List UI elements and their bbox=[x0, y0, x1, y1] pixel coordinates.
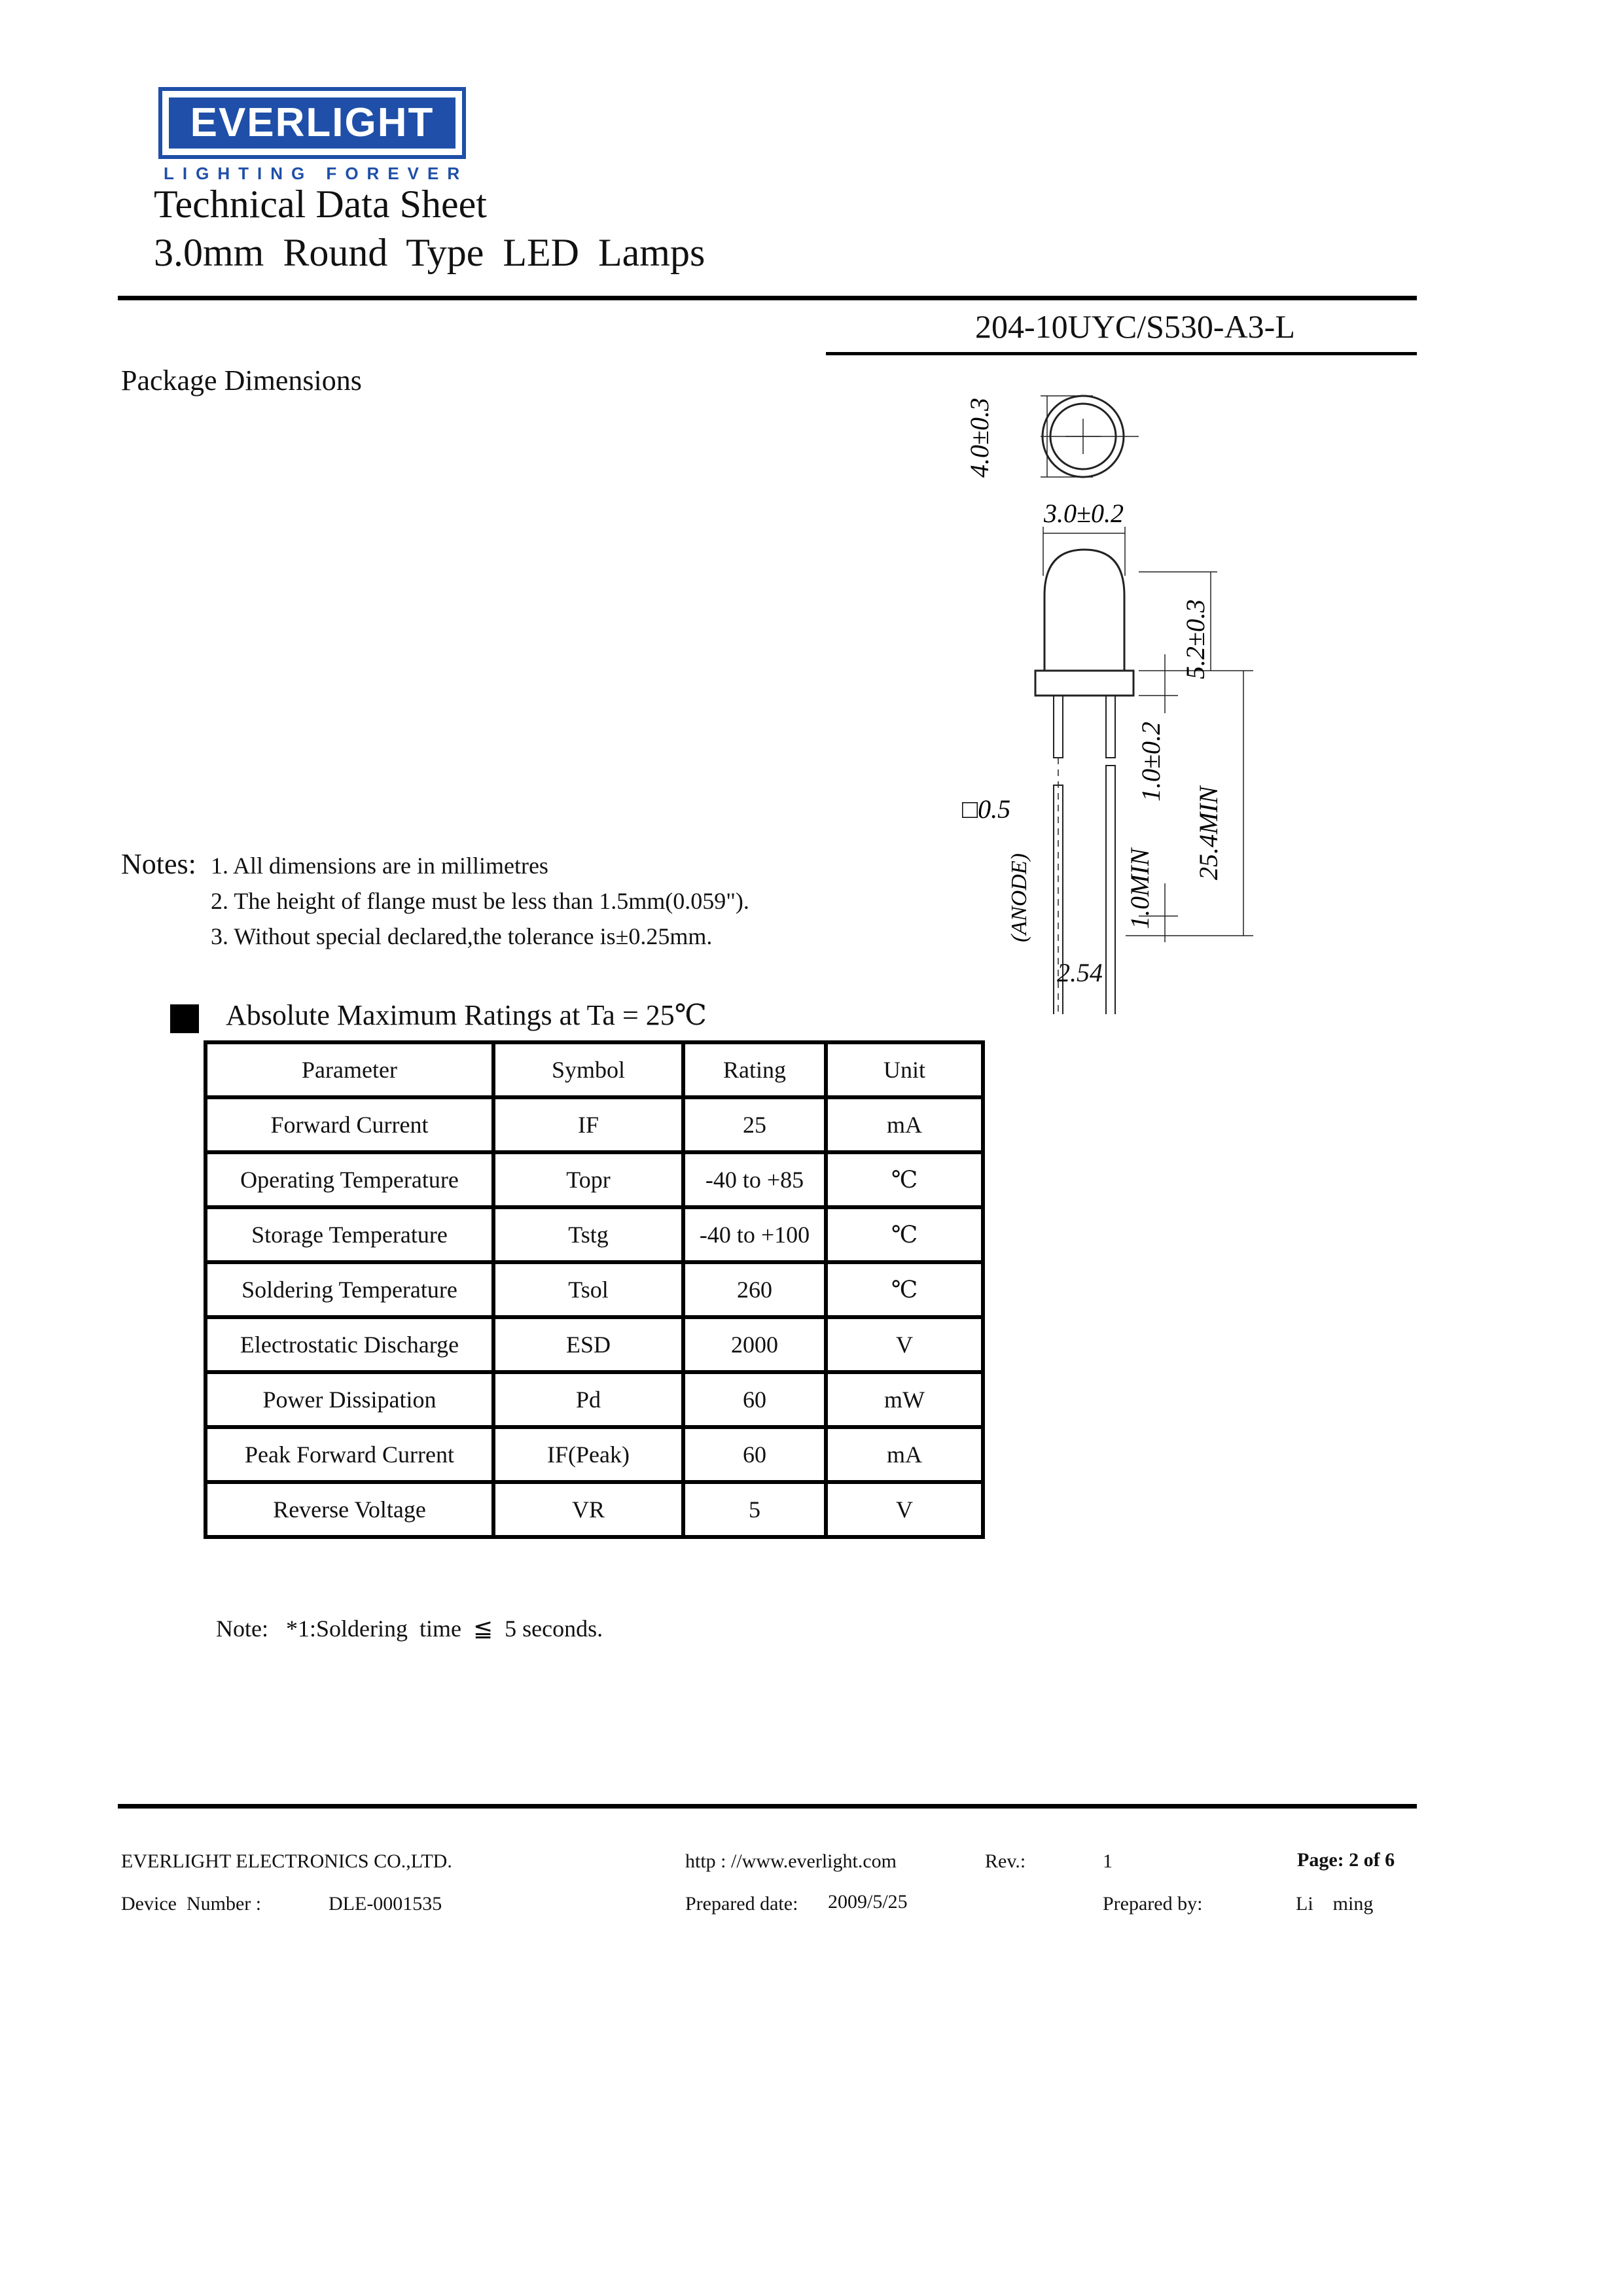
cell-rating: 60 bbox=[683, 1427, 826, 1482]
cell-parameter: Storage Temperature bbox=[205, 1207, 493, 1262]
part-number: 204-10UYC/S530-A3-L bbox=[975, 308, 1295, 345]
dim-flange-dia: 4.0±0.3 bbox=[965, 398, 994, 478]
cell-symbol: IF bbox=[493, 1097, 683, 1152]
cell-unit: ℃ bbox=[826, 1207, 983, 1262]
table-row bbox=[205, 1427, 983, 1482]
ratings-table bbox=[204, 1040, 985, 1539]
cell-symbol: IF(Peak) bbox=[493, 1427, 683, 1482]
cell-rating: 2000 bbox=[683, 1317, 826, 1372]
cell-rating: 5 bbox=[683, 1482, 826, 1537]
header-symbol: Symbol bbox=[493, 1042, 683, 1097]
cell-parameter: Operating Temperature bbox=[205, 1152, 493, 1207]
footer-rev-label: Rev.: bbox=[985, 1850, 1026, 1872]
cell-rating: -40 to +85 bbox=[683, 1152, 826, 1207]
cell-unit: V bbox=[826, 1317, 983, 1372]
doc-title: Technical Data Sheet bbox=[154, 183, 487, 226]
section-bullet bbox=[170, 1004, 199, 1033]
cell-unit: mW bbox=[826, 1372, 983, 1427]
note-1: 1. All dimensions are in millimetres bbox=[211, 853, 548, 879]
cell-symbol: Topr bbox=[493, 1152, 683, 1207]
footer-device-value: DLE-0001535 bbox=[329, 1893, 442, 1915]
dim-flange-height: 1.0±0.2 bbox=[1136, 722, 1166, 802]
led-body bbox=[1044, 550, 1124, 671]
footer-prepared-date-label: Prepared date: bbox=[685, 1893, 798, 1915]
cell-parameter: Peak Forward Current bbox=[205, 1427, 493, 1482]
footer-prepared-date-value: 2009/5/25 bbox=[828, 1891, 908, 1913]
header-rating: Rating bbox=[683, 1042, 826, 1097]
logo-tagline: LIGHTING FOREVER bbox=[164, 164, 469, 183]
cell-rating: 260 bbox=[683, 1262, 826, 1317]
dim-pitch: 2.54 bbox=[1057, 958, 1103, 987]
footer-rev-value: 1 bbox=[1103, 1850, 1113, 1872]
table-row bbox=[205, 1207, 983, 1262]
header-unit: Unit bbox=[826, 1042, 983, 1097]
ratings-section-title: Absolute Maximum Ratings at Ta = 25℃ bbox=[226, 999, 707, 1031]
dim-lead-length: 25.4MIN bbox=[1194, 786, 1223, 880]
cell-parameter: Forward Current bbox=[205, 1097, 493, 1152]
cell-unit: mA bbox=[826, 1097, 983, 1152]
notes-label: Notes: bbox=[121, 848, 196, 880]
cell-rating: 60 bbox=[683, 1372, 826, 1427]
cell-parameter: Reverse Voltage bbox=[205, 1482, 493, 1537]
table-row bbox=[205, 1097, 983, 1152]
cell-symbol: Tstg bbox=[493, 1207, 683, 1262]
cell-symbol: VR bbox=[493, 1482, 683, 1537]
cell-symbol: ESD bbox=[493, 1317, 683, 1372]
cell-unit: mA bbox=[826, 1427, 983, 1482]
note-2: 2. The height of flange must be less than 1.5mm(0.059"). bbox=[211, 888, 749, 914]
footer-url: http : //www.everlight.com bbox=[685, 1850, 897, 1872]
table-row bbox=[205, 1372, 983, 1427]
cell-rating: 25 bbox=[683, 1097, 826, 1152]
product-title: 3.0mm Round Type LED Lamps bbox=[154, 231, 705, 274]
anode-label: (ANODE) bbox=[1007, 853, 1031, 942]
package-drawing bbox=[942, 366, 1309, 1014]
footer-device-label: Device Number : bbox=[121, 1893, 262, 1915]
soldering-note: Note: *1:Soldering time ≦ 5 seconds. bbox=[216, 1616, 603, 1642]
cell-unit: ℃ bbox=[826, 1152, 983, 1207]
cell-unit: ℃ bbox=[826, 1262, 983, 1317]
package-section-title: Package Dimensions bbox=[121, 364, 362, 397]
dim-lead-square: □0.5 bbox=[962, 794, 1011, 824]
logo-wordmark: EVERLIGHT bbox=[169, 97, 455, 149]
header-parameter: Parameter bbox=[205, 1042, 493, 1097]
table-header-row bbox=[205, 1042, 983, 1097]
note-3: 3. Without special declared,the tolerance is±0.25mm. bbox=[211, 923, 713, 949]
dim-lead-min: 1.0MIN bbox=[1125, 848, 1154, 929]
table-row bbox=[205, 1317, 983, 1372]
header-rule bbox=[118, 296, 1417, 300]
dim-body-dia: 3.0±0.2 bbox=[1044, 499, 1124, 528]
footer-company: EVERLIGHT ELECTRONICS CO.,LTD. bbox=[121, 1850, 452, 1872]
cell-unit: V bbox=[826, 1482, 983, 1537]
cell-rating: -40 to +100 bbox=[683, 1207, 826, 1262]
cell-parameter: Soldering Temperature bbox=[205, 1262, 493, 1317]
cell-parameter: Power Dissipation bbox=[205, 1372, 493, 1427]
cell-symbol: Tsol bbox=[493, 1262, 683, 1317]
dim-body-height: 5.2±0.3 bbox=[1181, 599, 1210, 679]
cell-symbol: Pd bbox=[493, 1372, 683, 1427]
table-row bbox=[205, 1262, 983, 1317]
footer-rule bbox=[118, 1804, 1417, 1809]
table-row bbox=[205, 1152, 983, 1207]
part-number-rule bbox=[826, 352, 1417, 355]
table-row bbox=[205, 1482, 983, 1537]
footer-prepared-by-label: Prepared by: bbox=[1103, 1893, 1203, 1915]
cell-parameter: Electrostatic Discharge bbox=[205, 1317, 493, 1372]
footer-page: Page: 2 of 6 bbox=[1297, 1849, 1395, 1871]
company-logo bbox=[158, 87, 466, 159]
led-flange bbox=[1035, 671, 1133, 696]
footer-prepared-by-value: Li ming bbox=[1296, 1893, 1374, 1915]
